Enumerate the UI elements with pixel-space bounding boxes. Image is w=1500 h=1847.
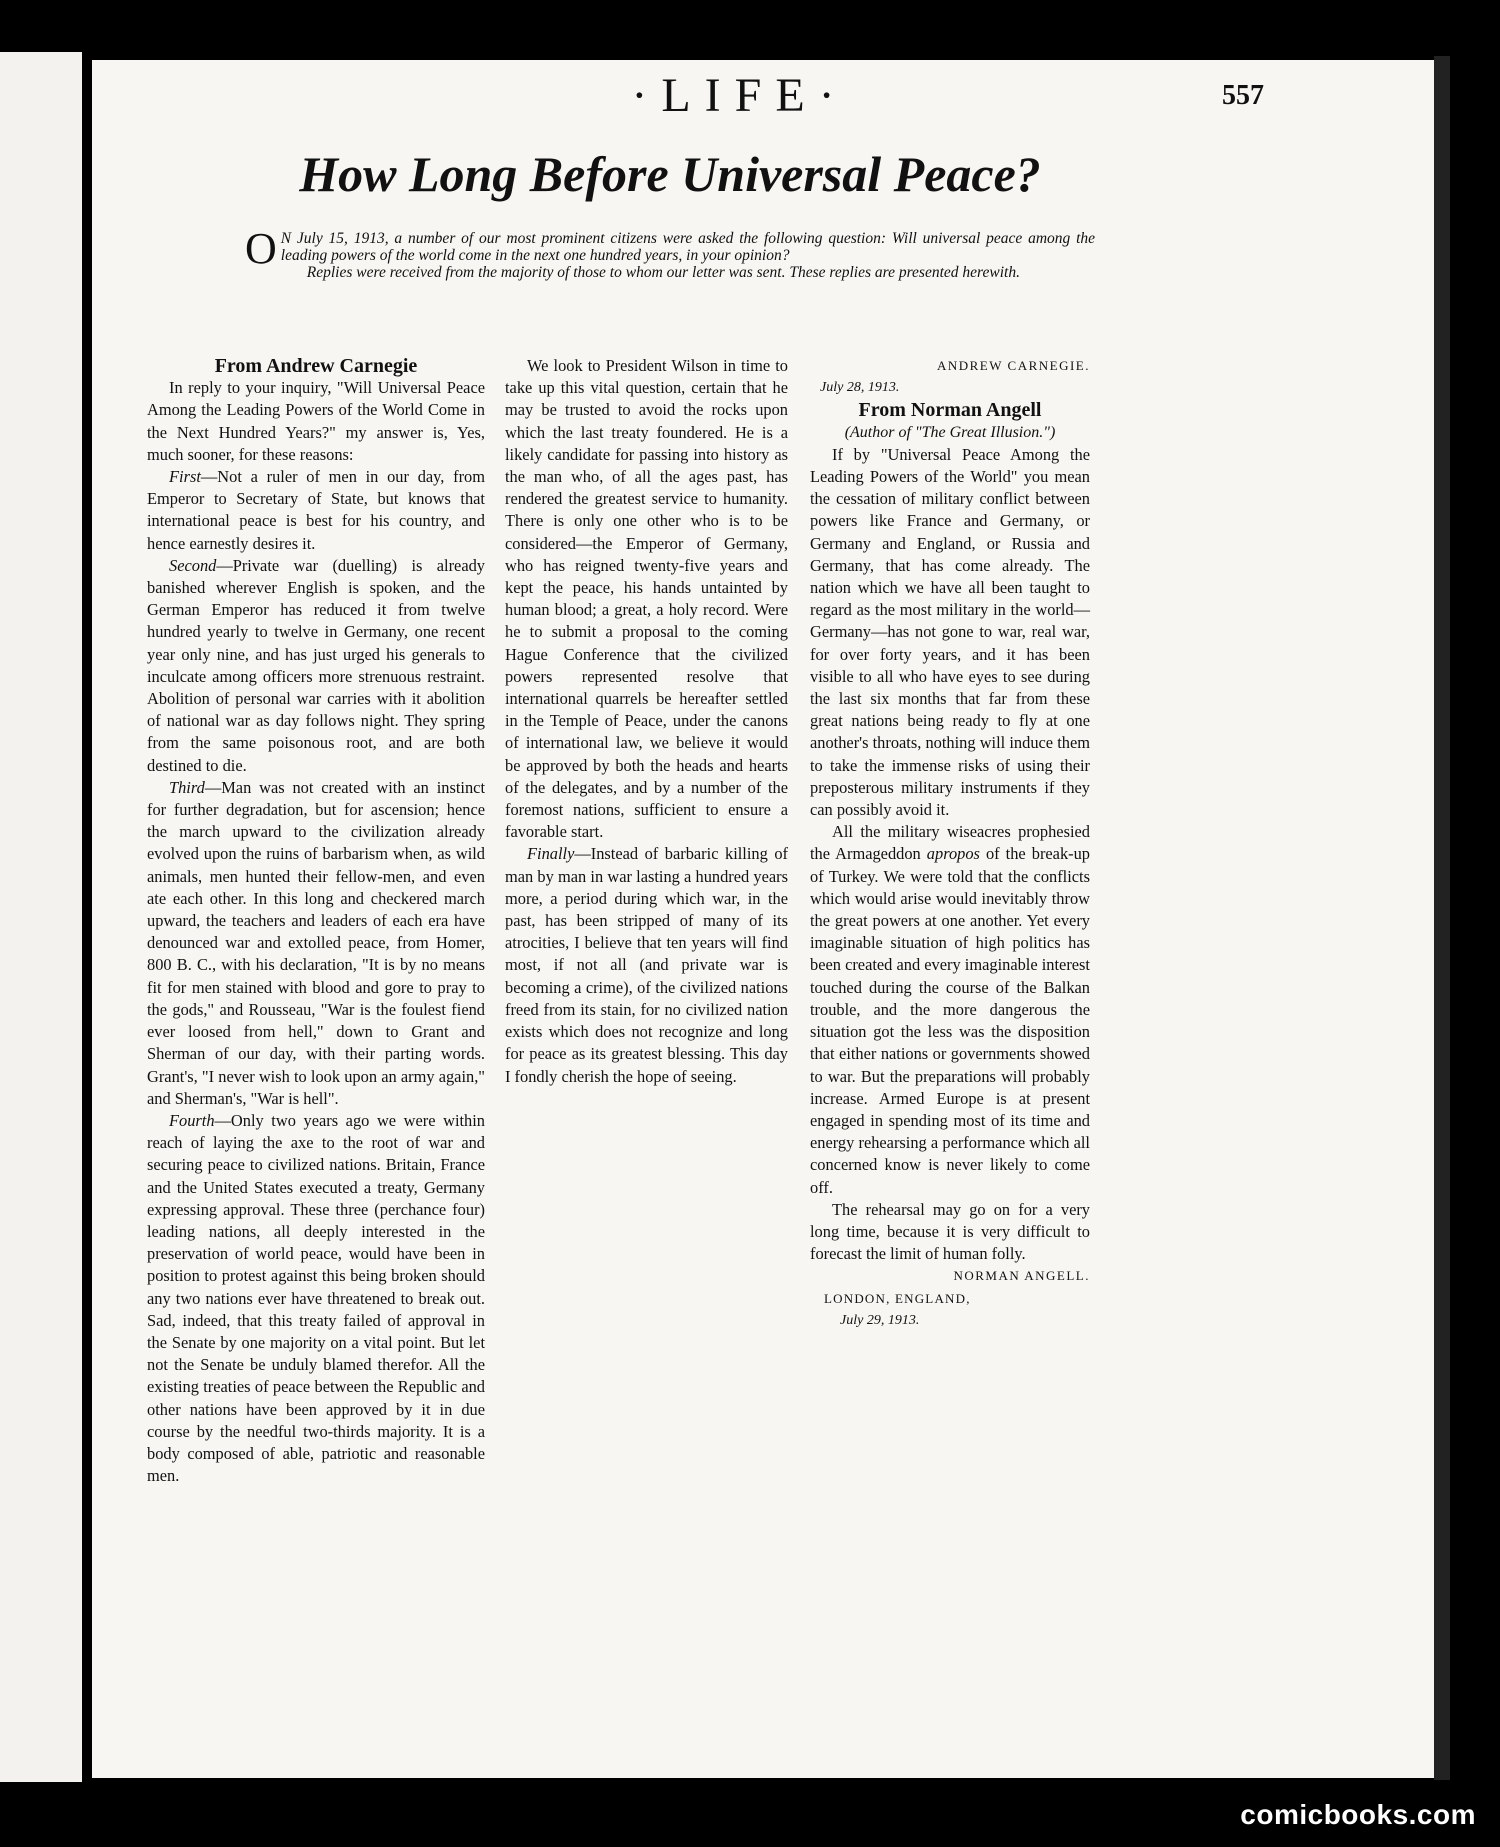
reason-text: —Instead of barbaric killing of man by man in war lasting a hundred years more, a period during which war, in the past, has been stripped of many of its atrocities, I believe that ten years will find most, if not all (and private war is becoming a crime), of the civilized nations freed from its stain, for no civilized nation exists which does not recognize and long for peace as its greatest blessing. This day I fondly cherish the hope of seeing. bbox=[505, 844, 788, 1086]
carnegie-paragraph: We look to President Wilson in time to take up this vital question, certain that he may be trusted to avoid the rocks upon which the last treaty foundered. He is a likely candidate for passing into history as the man who, of all the ages past, has rendered the greatest service to humanity. There is only one other who is to be considered—the Emperor of Germany, who has reigned twenty-five years and kept the peace, his hands untainted by human blood; a great, a holy record. Were he to submit a proposal to the coming Hague Conference that the civilized powers represented resolve that international quarrels be hereafter settled in the Temple of Peace, under the canons of international law, we believe it would be approved by both the heads and hearts of the delegates, and by a number of the foremost nations, sufficient to ensure a favorable start. bbox=[505, 356, 788, 842]
intro-block bbox=[245, 224, 1096, 281]
column-2 bbox=[505, 355, 788, 1088]
reason-label: Third bbox=[169, 777, 205, 797]
angell-paragraph: The rehearsal may go on for a very long time, because it is very difficult to forecast the limit of human folly. bbox=[810, 1199, 1090, 1264]
angell-paragraph: If by "Universal Peace Among the Leading Powers of the World" you mean the cessation of military conflict between powers like France and Germany, or Germany and England, or Russia and Germany, that has come already. The nation which we have all been taught to regard as the most military in the world—Germany—has not gone to war, real war, for over forty years, and it has been visible to all who have eyes to see during the last six months that far from these great nations being ready to fly at one another's throats, nothing will induce them to take the immense risks of using their preposterous military instruments if they can possibly avoid it. bbox=[810, 444, 1090, 820]
column-1 bbox=[147, 355, 485, 1487]
intro-replies: Replies were received from the majority of those to whom our letter was sent. These replies are presented herewith. bbox=[306, 264, 1020, 281]
reason-label: Fourth bbox=[169, 1110, 215, 1130]
reason-label: Second bbox=[169, 555, 217, 575]
column-3 bbox=[810, 355, 1090, 1332]
carnegie-heading: From Andrew Carnegie bbox=[214, 355, 418, 377]
intro-question: Will universal peace among the leading powers of the world come in the next one hundred years, in your opinion? bbox=[280, 230, 1096, 264]
carnegie-paragraph bbox=[147, 466, 485, 555]
angell-text: All the military wiseacres prophesied the Armageddon bbox=[810, 822, 1090, 864]
site-watermark: comicbooks.com bbox=[1240, 1799, 1476, 1830]
reason-label: First bbox=[169, 467, 201, 487]
angell-subheading: (Author of "The Great Illusion.") bbox=[844, 423, 1056, 441]
masthead: ·LIFE· bbox=[631, 69, 849, 122]
angell-text: of the break-up of Turkey. We were told that the conflicts which would arise would inevitably throw the great powers at one another. Yet every imaginable situation of high politics has been created and every imaginable interest touched during the course of the Balkan trouble, and the more dangerous the situation got the less was the disposition that either nations or governments showed to war. But the preparations will probably increase. Armed Europe is at present engaged in spending most of its time and energy rehearsing a performance which all concerned know is never likely to come off. bbox=[810, 844, 1091, 1197]
carnegie-signature: ANDREW CARNEGIE. bbox=[936, 358, 1090, 373]
angell-signature: NORMAN ANGELL. bbox=[953, 1268, 1090, 1284]
page-edge-shadow bbox=[1434, 56, 1450, 1780]
angell-heading: From Norman Angell bbox=[858, 399, 1042, 422]
reason-label: Finally bbox=[527, 844, 575, 864]
carnegie-paragraph: In reply to your inquiry, "Will Universal Peace Among the Leading Powers of the World Come in the Next Hundred Years?" my answer is, Yes, much sooner, for these reasons: bbox=[147, 378, 485, 464]
reason-text: —Private war (duelling) is already banished wherever English is spoken, and the German Emperor has reduced it from twelve hundred yearly to twelve in Germany, one recent year only nine, and has just urged his generals to inculcate among officers more strenuous restraint. Abolition of personal war carries with it abolition of national war as day follows night. They spring from the same poisonous root, and are both destined to die. bbox=[147, 555, 485, 775]
angell-italic: apropos bbox=[926, 844, 980, 864]
angell-place: LONDON, ENGLAND, bbox=[824, 1290, 971, 1306]
carnegie-paragraph bbox=[147, 777, 485, 1110]
article-title: How Long Before Universal Peace? bbox=[299, 146, 1041, 202]
carnegie-paragraph bbox=[147, 555, 485, 777]
reason-text: —Man was not created with an instinct for further degradation, but for ascension; hence the march upward to the civilization already evolved upon the ruins of barbarism when, as wild animals, men hunted their fellow-men, and even ate each other. In this long and checkered march upward, the teachers and leaders of each era have denounced war and extolled peace, from Homer, 800 B. C., with his declaration, "It is by no means fit for men stained with blood and gore to pray to the gods," and Rousseau, "War is the foulest fiend ever loosed from hell," down to Grant and Sherman of our day, with their parting words. Grant's, "I never wish to look upon an army again," and Sherman's, "War is hell". bbox=[147, 777, 485, 1108]
reason-text: —Only two years ago we were within reach of laying the axe to the root of war and securing peace to civilized nations. Britain, France and the United States executed a treaty, Germany expressing approval. These three (perchance four) leading nations, all deeply interested in the preservation of world peace, would have been in position to protest against this being broken should any two nations ever have threatened to break out. Sad, indeed, that this treaty failed of approval in the Senate by one majority on a vital point. But let not the Senate be unduly blamed therefor. All the existing treaties of peace between the Republic and other nations have been approved by it in due course by the needful two-thirds majority. It is a body composed of able, patriotic and reasonable men. bbox=[147, 1110, 485, 1486]
drop-cap: O bbox=[245, 224, 277, 273]
carnegie-date: July 28, 1913. bbox=[820, 380, 900, 396]
reason-text: —Not a ruler of men in our day, from Emperor to Secretary of State, but knows that international peace is best for his country, and hence earnestly desires it. bbox=[147, 467, 485, 553]
carnegie-paragraph bbox=[505, 843, 788, 1087]
page-gutter bbox=[82, 52, 92, 1782]
page-number: 557 bbox=[1222, 80, 1264, 111]
angell-date: July 29, 1913. bbox=[840, 1312, 920, 1328]
adjacent-page-edge bbox=[0, 52, 82, 1782]
angell-paragraph bbox=[810, 821, 1090, 1198]
carnegie-paragraph bbox=[147, 1110, 485, 1487]
intro-line: N July 15, 1913, a number of our most prominent citizens were asked the following question: bbox=[280, 230, 887, 247]
